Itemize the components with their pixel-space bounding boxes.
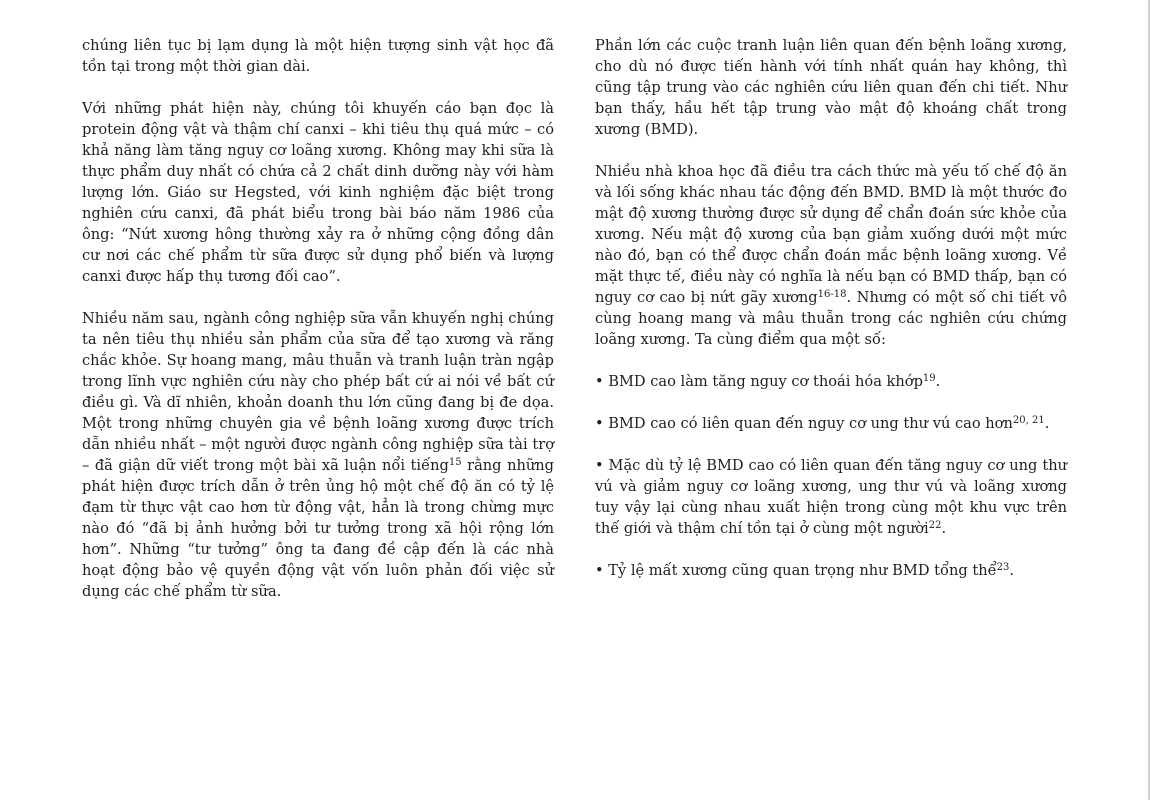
citation-superscript: 22 xyxy=(928,520,942,531)
bullet-tail: . xyxy=(1044,415,1050,432)
bullet-text: • BMD cao làm tăng nguy cơ thoái hóa khớp xyxy=(595,373,923,390)
paragraph: chúng liên tục bị lạm dụng là một hiện tượng sinh vật học đã tồn tại trong một thời gian dài. xyxy=(82,37,554,75)
bullet-text: • Mặc dù tỷ lệ BMD cao có liên quan đến tăng nguy cơ ung thư vú và giảm nguy cơ loãng xương, ung thư vú và loãng xương tuy vậy lại cùng nhau xuất hiện trong cùng một khu vực trên thế giới và thậm chí tồn tại ở cùng một người xyxy=(595,457,1067,537)
paragraph-text: Nhiều năm sau, ngành công nghiệp sữa vẫn khuyến nghị chúng ta nên tiêu thụ nhiều sản phẩm của sữa để tạo xương và răng chắc khỏe. Sự hoang mang, mâu thuẫn và tranh luận tràn ngập trong lĩnh vực nghiên cứu này cho phép bất cứ ai nói về bất cứ điều gì. Và dĩ nhiên, khoản doanh thu lớn cũng đang bị đe dọa. Một trong những chuyên gia về bệnh loãng xương được trích dẫn nhiều nhất – một người được ngành công nghiệp sữa tài trợ – đã giận dữ viết trong một bài xã luận nổi tiếng xyxy=(82,310,554,474)
paragraph-text: . Nhưng có một số chi tiết vô cùng hoang mang và mâu thuẫn trong các nghiên cứu chứng loãng xương. Ta cùng điểm qua một số: xyxy=(595,289,1067,348)
left-column xyxy=(82,35,554,623)
paragraph-text: Nhiều nhà khoa học đã điều tra cách thức mà yếu tố chế độ ăn và lối sống khác nhau tác động đến BMD. BMD là một thước đo mật độ xương thường được sử dụng để chẩn đoán sức khỏe của xương. Nếu mật độ xương của bạn giảm xuống dưới một mức nào đó, bạn có thể được chẩn đoán mắc bệnh loãng xương. Về mặt thực tế, điều này có nghĩa là nếu bạn có BMD thấp, bạn có nguy cơ cao bị nứt gãy xương xyxy=(595,163,1067,306)
bullet-tail: . xyxy=(941,520,947,537)
bullet-text: • Tỷ lệ mất xương cũng quan trọng như BMD tổng thể xyxy=(595,562,997,579)
bullet-tail: . xyxy=(935,373,941,390)
bullet-item xyxy=(595,371,1067,392)
bullet-item xyxy=(595,413,1067,434)
bullet-tail: . xyxy=(1009,562,1014,579)
citation-superscript: 15 xyxy=(448,457,462,468)
right-column xyxy=(595,35,1067,602)
citation-superscript: 23 xyxy=(996,562,1010,573)
bullet-item xyxy=(595,560,1067,581)
citation-superscript: 20, 21 xyxy=(1012,415,1045,426)
bullet-item xyxy=(595,455,1067,539)
paragraph-text: rằng những phát hiện được trích dẫn ở trên ủng hộ một chế độ ăn có tỷ lệ đạm từ thực vật cao hơn từ động vật, hẳn là trong chừng mực nào đó “đã bị ảnh hưởng bởi tư tưởng trong xã hội rộng lớn hơn”. Những “tư tưởng” ông ta đang đề cập đến là các nhà hoạt động bảo vệ quyền động vật vốn luôn phản đối việc sử dụng các chế phẩm từ sữa. xyxy=(82,457,555,600)
citation-superscript: 19 xyxy=(922,373,936,384)
bullet-text: • BMD cao có liên quan đến nguy cơ ung thư vú cao hơn xyxy=(595,415,1013,432)
paragraph: Phần lớn các cuộc tranh luận liên quan đến bệnh loãng xương, cho dù nó được tiến hành với tính nhất quán hay không, thì cũng tập trung vào các nghiên cứu liên quan đến chi tiết. Như bạn thấy, hầu hết tập trung vào mật độ khoáng chất trong xương (BMD). xyxy=(595,37,1067,138)
paragraph xyxy=(82,308,554,602)
paragraph xyxy=(595,161,1067,350)
citation-superscript: 16-18 xyxy=(817,289,847,300)
paragraph: Với những phát hiện này, chúng tôi khuyến cáo bạn đọc là protein động vật và thậm chí canxi – khi tiêu thụ quá mức – có khả năng làm tăng nguy cơ loãng xương. Không may khi sữa là thực phẩm duy nhất có chứa cả 2 chất dinh dưỡng này với hàm lượng lớn. Giáo sư Hegsted, với kinh nghiệm đặc biệt trong nghiên cứu canxi, đã phát biểu trong bài báo năm 1986 của ông: “Nứt xương hông thường xảy ra ở những cộng đồng dân cư nơi các chế phẩm từ sữa được sử dụng phổ biến và lượng canxi được hấp thụ tương đối cao”. xyxy=(82,100,554,285)
